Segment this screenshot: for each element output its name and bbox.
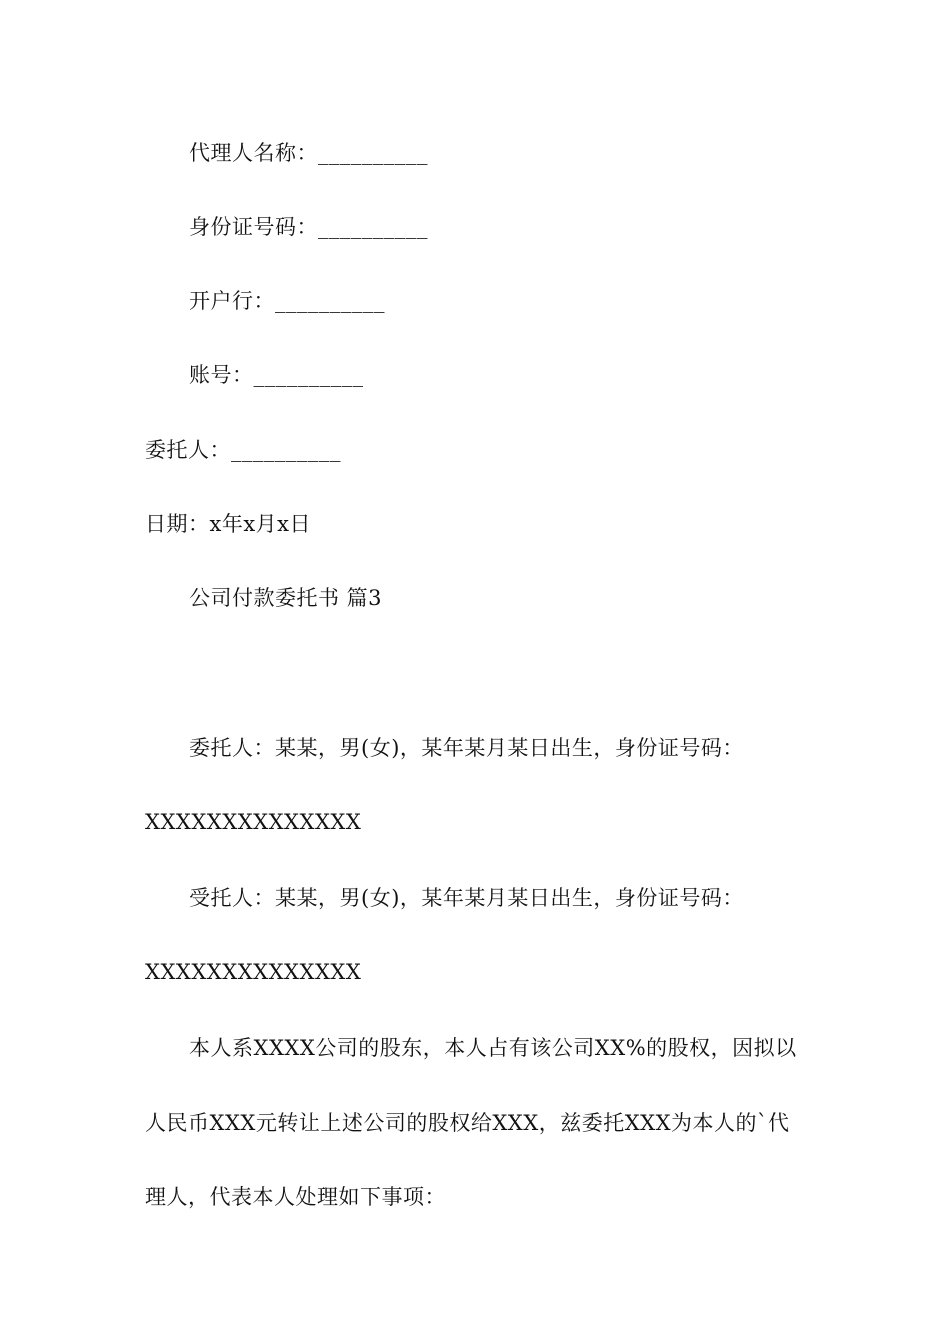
principal-line: 委托人：__________ <box>145 438 341 462</box>
agent-info-line: 受托人：某某，男(女)，某年某月某日出生，身份证号码： <box>189 886 744 910</box>
section-title: 公司付款委托书 篇3 <box>189 586 383 610</box>
agent-name-line: 代理人名称：__________ <box>189 141 428 165</box>
principal-id-line: XXXXXXXXXXXXXX <box>145 810 362 834</box>
body-paragraph-line-1: 本人系XXXX公司的股东，本人占有该公司XX%的股权，因拟以 <box>189 1036 797 1060</box>
id-number-line: 身份证号码：__________ <box>189 215 428 239</box>
principal-info-line: 委托人：某某，男(女)，某年某月某日出生，身份证号码： <box>189 736 744 760</box>
bank-line: 开户行：__________ <box>189 289 385 313</box>
body-paragraph-line-2: 人民币XXX元转让上述公司的股权给XXX，兹委托XXX为本人的`代 <box>145 1111 790 1135</box>
body-paragraph-line-3: 理人，代表本人处理如下事项： <box>145 1185 446 1209</box>
account-line: 账号：__________ <box>189 363 364 387</box>
agent-id-line: XXXXXXXXXXXXXX <box>145 960 362 984</box>
date-line: 日期：x年x月x日 <box>145 512 312 536</box>
